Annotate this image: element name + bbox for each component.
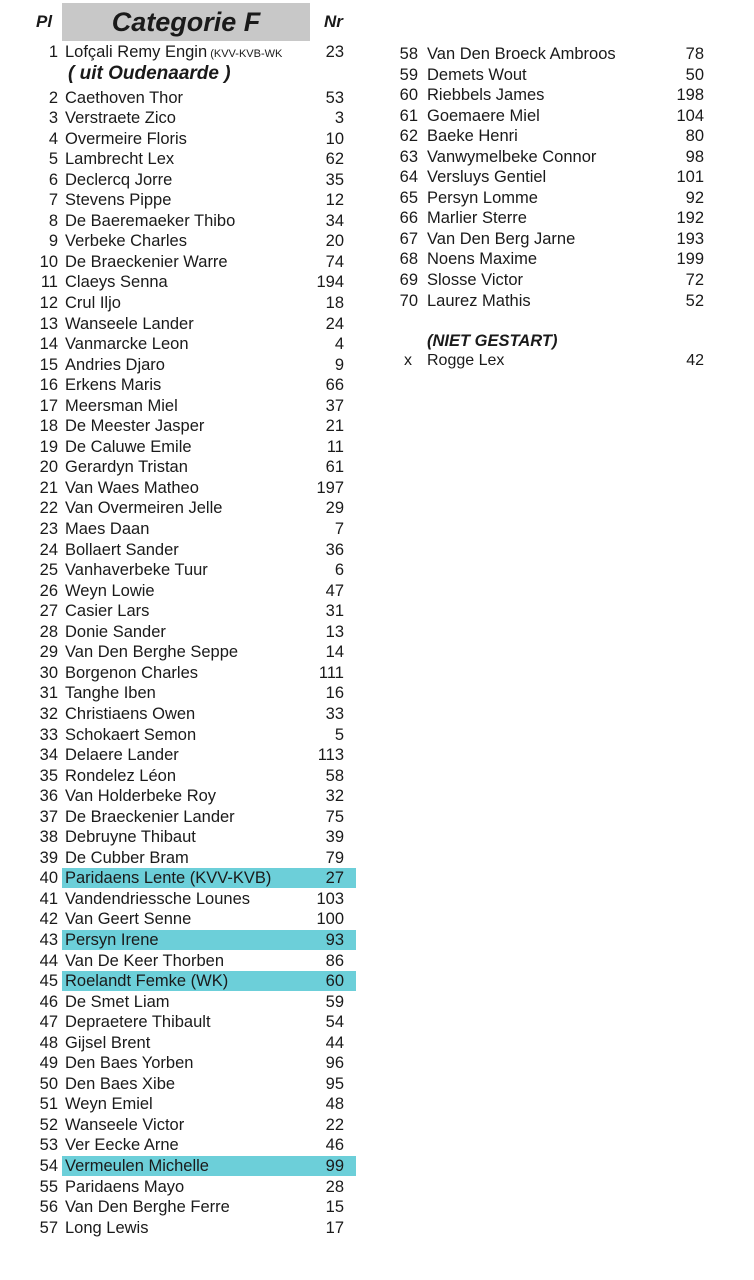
rider-name-cell: Vandendriessche Lounes	[65, 889, 250, 908]
place-cell: 25	[39, 561, 58, 580]
place-cell: 48	[39, 1033, 58, 1052]
rider-name-cell: Persyn Irene	[65, 930, 159, 949]
place-cell: 58	[399, 45, 418, 63]
rider-name-cell: Demets Wout	[427, 65, 527, 84]
bib-number-cell: 22	[325, 1115, 344, 1134]
bib-number-cell: 46	[325, 1136, 344, 1155]
place-cell: 30	[39, 663, 58, 682]
bib-number-cell: 72	[685, 271, 704, 290]
place-cell: 19	[39, 437, 58, 456]
rider-name-cell: Van Den Broeck Ambroos	[427, 45, 616, 63]
bib-number-cell: 16	[325, 684, 344, 703]
bib-number-cell: 4	[334, 335, 344, 354]
place-cell: 4	[48, 129, 58, 148]
place-cell: 55	[39, 1177, 58, 1196]
rider-name-cell: Lofçali Remy Engin (KVV-KVB-WK	[65, 43, 283, 61]
rider-name-cell: Den Baes Xibe	[65, 1074, 176, 1093]
place-cell: 59	[399, 65, 418, 84]
rider-name-cell: Andries Djaro	[65, 355, 165, 374]
rider-name-cell: Noens Maxime	[427, 250, 538, 269]
rider-name-cell: Paridaens Mayo	[65, 1177, 185, 1196]
place-cell: 28	[39, 622, 58, 641]
bib-number-cell: 15	[325, 1198, 344, 1217]
rider-name-cell: Paridaens Lente (KVV-KVB)	[65, 869, 272, 888]
place-cell: 17	[39, 396, 58, 415]
place-cell: 37	[39, 807, 58, 826]
rider-name-cell: Verbeke Charles	[65, 232, 187, 251]
place-cell: 7	[48, 191, 58, 210]
bib-number-cell: 54	[325, 1013, 344, 1032]
rider-name-cell: Vanwymelbeke Connor	[427, 147, 597, 166]
rider-name-cell: De Braeckenier Lander	[65, 807, 235, 826]
bib-number-cell: 92	[685, 188, 704, 207]
rider-name-cell: Gijsel Brent	[65, 1033, 151, 1052]
place-cell: 44	[39, 951, 58, 970]
place-cell: 22	[39, 499, 58, 518]
rider-name-cell: Stevens Pippe	[65, 191, 172, 210]
rider-name-cell: Debruyne Thibaut	[65, 828, 196, 847]
rider-name-cell: De Baeremaeker Thibo	[65, 211, 236, 230]
place-cell: 67	[399, 229, 418, 248]
bib-number-cell: 29	[325, 499, 344, 518]
not-started-heading: (NIET GESTART)	[427, 332, 558, 350]
place-cell: 68	[399, 250, 418, 269]
place-cell: 70	[399, 291, 418, 310]
place-cell: 45	[39, 972, 58, 991]
rider-name-cell: Verstraete Zico	[65, 109, 176, 128]
bib-number-cell: 52	[685, 291, 704, 310]
bib-number-cell: 111	[318, 663, 344, 682]
rider-name-cell: Claeys Senna	[65, 273, 168, 292]
bib-number-cell: 104	[676, 106, 704, 125]
place-cell: 42	[39, 910, 58, 929]
bib-number-cell: 78	[685, 45, 704, 63]
place-cell: 11	[40, 273, 58, 292]
rider-name-cell: Caethoven Thor	[65, 88, 184, 107]
rider-name-cell: Lambrecht Lex	[65, 150, 175, 169]
rider-name-cell: Roelandt Femke (WK)	[65, 972, 229, 991]
bib-number-cell: 197	[316, 478, 344, 497]
place-cell: 5	[48, 150, 58, 169]
place-cell: 13	[39, 314, 58, 333]
bib-number-cell: 20	[325, 232, 344, 251]
bib-number-cell: 44	[325, 1033, 344, 1052]
rider-name-cell: Tanghe Iben	[65, 684, 156, 703]
rider-name-cell: Goemaere Miel	[427, 106, 540, 125]
bib-number-cell: 47	[325, 581, 344, 600]
rider-name-cell: De Caluwe Emile	[65, 437, 192, 456]
rider-name-cell: Laurez Mathis	[427, 291, 531, 310]
bib-number-cell: 37	[325, 396, 344, 415]
rider-name-cell: Vanhaverbeke Tuur	[65, 561, 208, 580]
bib-number-cell: 66	[325, 376, 344, 395]
bib-number-cell: 75	[325, 807, 344, 826]
bib-number-cell: 60	[325, 972, 344, 991]
place-cell: 1	[48, 43, 58, 61]
rider-name-cell: Maes Daan	[65, 520, 150, 539]
bib-number-cell: 61	[325, 458, 344, 477]
number-column-header: Nr	[324, 12, 343, 31]
bib-number-cell: 39	[325, 828, 344, 847]
rider-name-cell: Schokaert Semon	[65, 725, 197, 744]
bib-number-cell: 31	[325, 602, 344, 621]
place-cell: 12	[39, 294, 58, 313]
bib-number-cell: 28	[325, 1177, 344, 1196]
rider-name-cell: De Braeckenier Warre	[65, 252, 228, 271]
place-cell: 56	[39, 1198, 58, 1217]
rider-name-cell: Wanseele Victor	[65, 1115, 185, 1134]
place-cell: 54	[39, 1156, 58, 1175]
rider-name-cell: Long Lewis	[65, 1218, 149, 1237]
place-cell: 53	[39, 1136, 58, 1155]
rider-name-cell: Van Holderbeke Roy	[65, 787, 217, 806]
bib-number-cell: 50	[685, 65, 704, 84]
rider-name-cell: Slosse Victor	[427, 271, 523, 290]
place-cell: 10	[39, 252, 58, 271]
bib-number-cell: 80	[685, 127, 704, 146]
bib-number-cell: 34	[325, 211, 344, 230]
rider-name-cell: Ver Eecke Arne	[65, 1136, 179, 1155]
place-cell: 61	[399, 106, 418, 125]
bib-number-cell: 33	[325, 704, 344, 723]
bib-number-cell: 32	[325, 787, 344, 806]
bib-number-cell: 101	[676, 168, 704, 187]
place-cell: 3	[48, 109, 58, 128]
place-cell: 62	[399, 127, 418, 146]
place-cell: 51	[39, 1095, 58, 1114]
rider-name-cell: Persyn Lomme	[427, 188, 538, 207]
place-cell: 33	[39, 725, 58, 744]
bib-number-cell: 3	[334, 109, 344, 128]
rider-name-cell: De Meester Jasper	[65, 417, 205, 436]
place-cell: 15	[39, 355, 58, 374]
bib-number-cell: 103	[316, 889, 344, 908]
place-cell: 26	[39, 581, 58, 600]
bib-number-cell: 13	[325, 622, 344, 641]
bib-number-cell: 79	[325, 848, 344, 867]
place-cell: 50	[39, 1074, 58, 1093]
bib-number-cell: 5	[334, 725, 344, 744]
place-cell: 64	[399, 168, 418, 187]
bib-number-cell: 23	[325, 43, 344, 61]
place-cell: 35	[39, 766, 58, 785]
rider-name-cell: Delaere Lander	[65, 746, 179, 765]
place-cell: 20	[39, 458, 58, 477]
bib-number-cell: 74	[325, 252, 344, 271]
bib-number-cell: 18	[325, 294, 344, 313]
rider-name-cell: Rondelez Léon	[65, 766, 177, 785]
place-cell: 57	[39, 1218, 58, 1237]
place-cell: 69	[399, 271, 418, 290]
bib-number-cell: 194	[316, 273, 344, 292]
place-cell: 32	[39, 704, 58, 723]
rider-name-cell: Den Baes Yorben	[65, 1054, 194, 1073]
not-started-marker: x	[404, 352, 412, 369]
bib-number-cell: 9	[334, 355, 344, 374]
rider-name-cell: Marlier Sterre	[427, 209, 527, 228]
place-cell: 63	[399, 147, 418, 166]
bib-number-cell: 36	[325, 540, 344, 559]
place-cell: 49	[39, 1054, 58, 1073]
bib-number-cell: 62	[325, 150, 344, 169]
place-cell: 23	[39, 520, 58, 539]
rider-name-cell: Weyn Emiel	[65, 1095, 153, 1114]
place-cell: 14	[39, 335, 58, 354]
rider-name-cell: De Cubber Bram	[65, 848, 189, 867]
bib-number-cell: 198	[676, 86, 704, 105]
rider-name-cell: Bollaert Sander	[65, 540, 179, 559]
rider-name-cell: Donie Sander	[65, 622, 166, 641]
origin-note: ( uit Oudenaarde )	[68, 63, 231, 84]
bib-number-cell: 113	[317, 746, 344, 765]
bib-number-cell: 99	[325, 1156, 344, 1175]
rider-name-cell: Erkens Maris	[65, 376, 162, 395]
rider-name-cell: Versluys Gentiel	[427, 168, 547, 187]
bib-number-cell: 14	[325, 643, 344, 662]
rider-name-cell: Van De Keer Thorben	[65, 951, 224, 970]
place-cell: 8	[48, 211, 58, 230]
rider-name-cell: Meersman Miel	[65, 396, 178, 415]
rider-name-cell: Riebbels James	[427, 86, 545, 105]
bib-number-cell: 21	[325, 417, 344, 436]
rider-name-cell: Christiaens Owen	[65, 704, 196, 723]
rider-name-cell: Vermeulen Michelle	[65, 1156, 209, 1175]
place-cell: 40	[39, 869, 58, 888]
bib-number-cell: 59	[325, 992, 344, 1011]
not-started-name: Rogge Lex	[427, 352, 505, 369]
bib-number-cell: 11	[326, 437, 344, 456]
place-cell: 2	[48, 88, 58, 107]
bib-number-cell: 192	[676, 209, 704, 228]
category-title: Categorie F	[62, 3, 310, 41]
place-column-header: Pl	[36, 12, 53, 31]
bib-number-cell: 86	[325, 951, 344, 970]
place-cell: 16	[39, 376, 58, 395]
place-cell: 29	[39, 643, 58, 662]
place-cell: 43	[39, 930, 58, 949]
rider-name-cell: Crul Iljo	[65, 294, 121, 313]
rider-name-cell: Wanseele Lander	[65, 314, 194, 333]
place-cell: 18	[39, 417, 58, 436]
place-cell: 21	[39, 478, 58, 497]
bib-number-cell: 199	[676, 250, 704, 269]
bib-number-cell: 53	[325, 88, 344, 107]
bib-number-cell: 95	[325, 1074, 344, 1093]
bib-number-cell: 27	[325, 869, 344, 888]
rider-name-cell: Van Geert Senne	[65, 910, 192, 929]
rider-name-cell: Weyn Lowie	[65, 581, 155, 600]
bib-number-cell: 17	[325, 1218, 344, 1237]
place-cell: 46	[39, 992, 58, 1011]
place-cell: 34	[39, 746, 58, 765]
rider-name-cell: Borgenon Charles	[65, 663, 198, 682]
place-cell: 41	[39, 889, 58, 908]
place-cell: 27	[39, 602, 58, 621]
bib-number-cell: 35	[325, 170, 344, 189]
bib-number-cell: 193	[676, 229, 704, 248]
bib-number-cell: 100	[316, 910, 344, 929]
rider-name-cell: Gerardyn Tristan	[65, 458, 188, 477]
rider-name-cell: Vanmarcke Leon	[65, 335, 189, 354]
place-cell: 36	[39, 787, 58, 806]
place-cell: 9	[48, 232, 58, 251]
place-cell: 39	[39, 848, 58, 867]
rider-name-cell: Van Den Berghe Seppe	[65, 643, 239, 662]
place-cell: 52	[39, 1115, 58, 1134]
place-cell: 47	[39, 1013, 58, 1032]
place-cell: 24	[39, 540, 58, 559]
place-cell: 60	[399, 86, 418, 105]
place-cell: 6	[48, 170, 58, 189]
bib-number-cell: 10	[325, 129, 344, 148]
bib-number-cell: 98	[685, 147, 704, 166]
rider-name-cell: Overmeire Floris	[65, 129, 187, 148]
bib-number-cell: 12	[325, 191, 344, 210]
bib-number-cell: 24	[325, 314, 344, 333]
bib-number-cell: 93	[325, 930, 344, 949]
rider-name-cell: Depraetere Thibault	[65, 1013, 211, 1032]
bib-number-cell: 58	[325, 766, 344, 785]
place-cell: 66	[399, 209, 418, 228]
place-cell: 38	[39, 828, 58, 847]
rider-name-cell: Casier Lars	[65, 602, 150, 621]
club-note: (KVV-KVB-WK	[207, 48, 283, 60]
not-started-number: 42	[686, 352, 704, 369]
rider-name-cell: Baeke Henri	[427, 127, 518, 146]
bib-number-cell: 7	[334, 520, 344, 539]
rider-name-cell: Van Den Berghe Ferre	[65, 1198, 230, 1217]
rider-name-cell: Declercq Jorre	[65, 170, 173, 189]
rider-name-cell: Van Overmeiren Jelle	[65, 499, 223, 518]
place-cell: 65	[399, 188, 418, 207]
rider-name-cell: Van Den Berg Jarne	[427, 229, 576, 248]
bib-number-cell: 6	[334, 561, 344, 580]
bib-number-cell: 96	[325, 1054, 344, 1073]
rider-name-cell: Van Waes Matheo	[65, 478, 199, 497]
bib-number-cell: 48	[325, 1095, 344, 1114]
place-cell: 31	[39, 684, 58, 703]
rider-name-cell: De Smet Liam	[65, 992, 170, 1011]
